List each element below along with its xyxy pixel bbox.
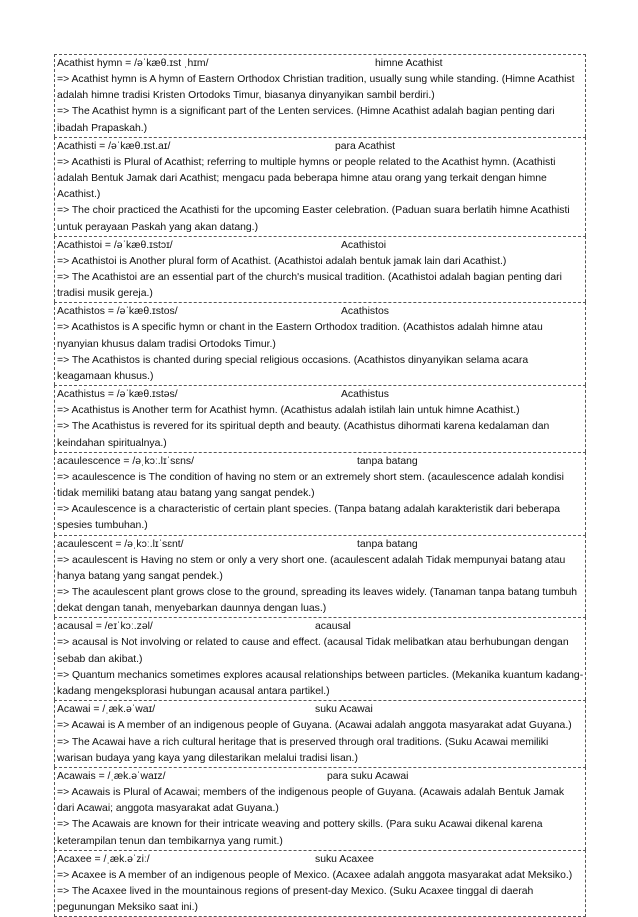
headword: acaulescence = /əˌkɔː.lɪˈsɛns/	[57, 455, 194, 467]
entry-heading	[57, 387, 584, 403]
headword: acausal = /eɪˈkɔː.zəl/	[57, 621, 153, 633]
headword: Acawai = /ˌæk.əˈwaɪ/	[57, 704, 156, 716]
headword: Acawais = /ˌæk.əˈwaɪz/	[57, 770, 166, 782]
example-sentence: => Acaulescence is a characteristic of certain plant species. (Tanpa batang adalah karakteristik dari beberapa spesies tumbuhan.)	[57, 504, 561, 532]
entry-heading	[57, 702, 584, 718]
glossary-entry	[54, 452, 586, 535]
example-sentence: => Quantum mechanics sometimes explores acausal relationships between particles. (Mekanika kuantum kadang-kadang mengeksplorasi hubungan acausal antara partikel.)	[57, 669, 584, 698]
example-sentence: => The choir practiced the Acathisti for the upcoming Easter celebration. (Paduan suara berlatih himne Acathisti untuk perayaan Paskah yang akan datang.)	[57, 205, 570, 233]
example-sentence: => The Acathistus is revered for its spiritual depth and beauty. (Acathistus dihormati karena kedalaman dan keindahan spiritualnya.)	[57, 421, 550, 449]
example-sentence: => The Acawais are known for their intricate weaving and pottery skills. (Para suku Acawai dikenal karena keterampilan tenun dan tembikarnya yang rumit.)	[57, 819, 543, 847]
glossary-entry	[54, 700, 586, 767]
entry-heading	[57, 56, 584, 72]
glossary-entry	[54, 137, 586, 236]
definition: => Acawai is A member of an indigenous people of Guyana. (Acawai adalah anggota masyarakat adat Guyana.)	[57, 720, 572, 732]
translation: Acathistus	[341, 389, 389, 401]
example-sentence: => The Acathist hymn is a significant part of the Lenten services. (Himne Acathist adalah bagian penting dari ibadah Prapaskah.)	[57, 106, 555, 134]
translation: suku Acaxee	[315, 853, 374, 865]
glossary-entry	[54, 617, 586, 700]
definition: => Acawais is Plural of Acawai; members of the indigenous people of Guyana. (Acawais adalah Bentuk Jamak dari Acawai; anggota masyarakat adat Guyana.)	[57, 786, 565, 815]
example-sentence: => The Acathistos is chanted during special religious occasions. (Acathistos dinyanyikan selama acara keagamaan khusus.)	[57, 354, 529, 383]
definition: => Acathistoi is Another plural form of Acathist. (Acathistoi adalah bentuk jamak lain dari Acathist.)	[57, 255, 507, 267]
translation: himne Acathist	[375, 58, 443, 69]
headword: Acathistus = /əˈkæθ.ɪstəs/	[57, 389, 178, 401]
glossary-entry	[54, 850, 586, 917]
translation: Acathistos	[341, 306, 389, 318]
translation: tanpa batang	[357, 538, 418, 550]
entry-heading	[57, 304, 584, 320]
headword: Acathistoi = /əˈkæθ.ɪstɔɪ/	[57, 239, 173, 251]
definition: => Acathistos is A specific hymn or chant in the Eastern Orthodox tradition. (Acathistos adalah himne atau nyanyian khusus dalam tradisi Ortodoks Timur.)	[57, 322, 543, 350]
entry-heading	[57, 852, 584, 868]
headword: Acathisti = /əˈkæθ.ɪst.aɪ/	[57, 140, 171, 152]
translation: Acathistoi	[341, 239, 387, 251]
example-sentence: => The acaulescent plant grows close to the ground, spreading its leaves widely. (Tanaman tanpa batang tumbuh dekat dengan tanah, menyebarkan daunnya dengan luas.)	[57, 587, 578, 615]
translation: para suku Acawai	[327, 770, 409, 782]
headword: Acathist hymn = /əˈkæθ.ɪst ˌhɪm/	[57, 58, 209, 69]
glossary-entry	[54, 767, 586, 850]
translation: para Acathist	[335, 140, 396, 152]
glossary-entry	[54, 535, 586, 618]
definition: => Acathistus is Another term for Acathist hymn. (Acathistus adalah istilah lain untuk himne Acathist.)	[57, 405, 520, 417]
entry-heading	[57, 769, 584, 785]
example-sentence: => The Acathistoi are an essential part of the church's musical tradition. (Acathistoi adalah bagian penting dari tradisi musik gereja.)	[57, 272, 562, 300]
definition: => acaulescence is The condition of having no stem or an extremely short stem. (acaulescence adalah kondisi tidak memiliki batang atau batang yang sangat pendek.)	[57, 471, 564, 500]
definition: => Acaxee is A member of an indigenous people of Mexico. (Acaxee adalah anggota masyarakat adat Meksiko.)	[57, 869, 573, 881]
glossary-entry	[54, 236, 586, 303]
definition: => acausal is Not involving or related to cause and effect. (acausal Tidak melibatkan atau berhubungan dengan sebab dan akibat.)	[57, 637, 569, 665]
entry-heading	[57, 619, 584, 635]
headword: acaulescent = /əˌkɔː.lɪˈsɛnt/	[57, 538, 184, 550]
headword: Acathistos = /əˈkæθ.ɪstos/	[57, 306, 178, 318]
example-sentence: => The Acawai have a rich cultural heritage that is preserved through oral traditions. (Suku Acawai memiliki warisan budaya yang kaya yang dilestarikan melalui tradisi lisan.)	[57, 736, 549, 764]
glossary-entry	[54, 302, 586, 385]
definition: => acaulescent is Having no stem or only a very short one. (acaulescent adalah Tidak mempunyai batang atau hanya batang yang sangat pendek.)	[57, 554, 566, 582]
translation: acausal	[315, 621, 351, 633]
glossary-entry	[54, 385, 586, 452]
entry-heading	[57, 454, 584, 470]
example-sentence: => The Acaxee lived in the mountainous regions of present-day Mexico. (Suku Acaxee tinggal di daerah pegunungan Meksiko saat ini.)	[57, 885, 534, 914]
entry-heading	[57, 139, 584, 155]
translation: suku Acawai	[315, 704, 373, 716]
entry-heading	[57, 238, 584, 254]
entry-heading	[57, 537, 584, 553]
glossary-entry	[54, 54, 586, 137]
glossary-sheet	[54, 54, 586, 917]
headword: Acaxee = /ˌæk.əˈziː/	[57, 853, 150, 865]
definition: => Acathisti is Plural of Acathist; referring to multiple hymns or people related to the Acathist hymn. (Acathisti adalah Bentuk Jamak dari Acathist; mengacu pada beberapa himne atau orang yang terkait dengan himne Acathist.)	[57, 156, 556, 201]
translation: tanpa batang	[357, 455, 418, 467]
definition: => Acathist hymn is A hymn of Eastern Orthodox Christian tradition, usually sung while standing. (Himne Acathist adalah himne tradisi Kristen Ortodoks Timur, biasanya dinyanyikan sambil berdiri.)	[57, 74, 575, 102]
